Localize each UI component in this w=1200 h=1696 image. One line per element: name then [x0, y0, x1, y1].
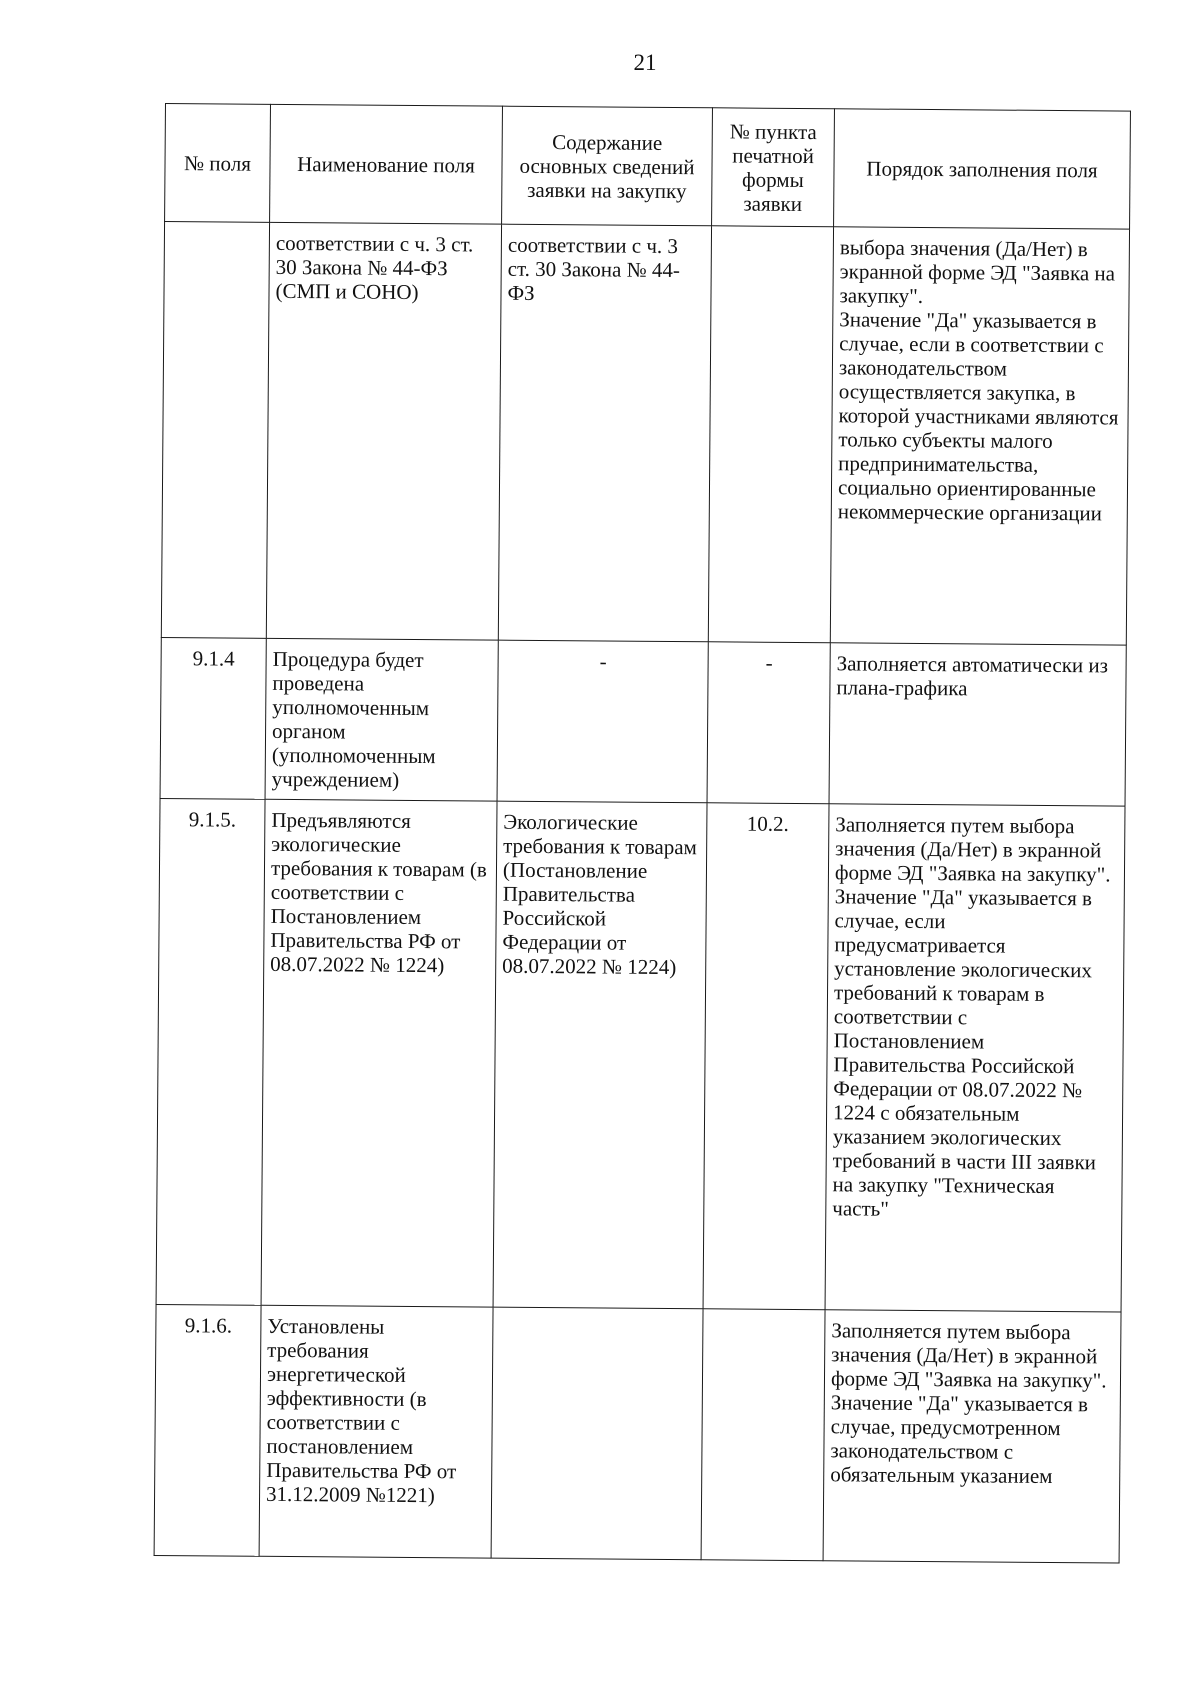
header-content: Содержание основных сведений заявки на закупку [502, 106, 713, 226]
table-row [156, 798, 1125, 1312]
cell-print-item [708, 226, 833, 643]
fill-order-text: Заполняется путем выбора значения (Да/Нет) в экранной форме ЭД "Заявка на закупку". [830, 1318, 1107, 1393]
cell-print-item [701, 1309, 825, 1561]
cell-field-name: соответствии с ч. 3 ст. 30 Закона № 44-ФЗ (СМП и СОНО) [266, 222, 501, 640]
table-header-row [165, 104, 1131, 230]
fill-order-text: Заполняется путем выбора значения (Да/Нет) в экранной форме ЭД "Заявка на закупку". [834, 812, 1111, 887]
header-fill-order: Порядок заполнения поля [834, 109, 1131, 229]
cell-fill-order [829, 643, 1126, 806]
cell-content: соответствии с ч. 3 ст. 30 Закона № 44-ФЗ [498, 224, 711, 642]
cell-field-no: 9.1.6. [154, 1304, 261, 1556]
fill-order-text-2: Значение "Да" указывается в случае, если в соответствии с законодательством осуществляется закупка, в которой участниками являются только субъекты малого предпринимательства, социально ориентированные некоммерческие организации [837, 307, 1119, 526]
cell-field-no: 9.1.5. [156, 798, 265, 1305]
header-field-name: Наименование поля [270, 104, 503, 224]
header-print-item: № пункта печатной формы заявки [712, 108, 835, 227]
cell-field-name: Предъявляются экологические требования к товарам (в соответствии с Постановлением Правительства РФ от 08.07.2022 № 1224) [261, 799, 497, 1307]
cell-fill-order [830, 227, 1129, 645]
cell-fill-order [825, 804, 1125, 1312]
cell-print-item: 10.2. [703, 803, 829, 1310]
cell-field-name: Процедура будет проведена уполномоченным органом (уполномоченным учреждением) [265, 638, 498, 801]
header-field-no: № поля [165, 104, 271, 223]
cell-content [491, 1307, 703, 1560]
table-row [160, 637, 1126, 806]
page-number: 21 [633, 50, 657, 75]
cell-fill-order [823, 1310, 1121, 1563]
cell-field-no [161, 222, 269, 639]
fill-order-text-2: Значение "Да" указывается в случае, предусмотренном законодательством с обязательным указанием [830, 1390, 1089, 1489]
table-row [161, 222, 1129, 646]
fields-table [154, 103, 1131, 1564]
fill-order-text-2: Значение "Да" указывается в случае, если предусматривается установление экологических требований к товарам в соответствии с Постановлением Правительства Российской Федерации от 08.07.2022 № 1224 с обязательным указанием экологических требований в части III заявки на закупку "Техническая часть" [832, 884, 1097, 1221]
cell-field-name: Установлены требования энергетической эффективности (в соответствии с постановлением Правительства РФ от 31.12.2009 №1221) [259, 1305, 493, 1558]
cell-field-no: 9.1.4 [160, 637, 266, 799]
table-row [154, 1304, 1121, 1563]
fill-order-text: Заполняется автоматически из плана-графика [836, 651, 1109, 701]
fill-order-text: выбора значения (Да/Нет) в экранной форме ЭД "Заявка на закупку". [839, 235, 1116, 308]
cell-content: - [497, 640, 708, 803]
cell-content: Экологические требования к товарам (Постановление Правительства Российской Федерации от 08.07.2022 № 1224) [493, 801, 707, 1309]
cell-print-item: - [707, 642, 830, 804]
